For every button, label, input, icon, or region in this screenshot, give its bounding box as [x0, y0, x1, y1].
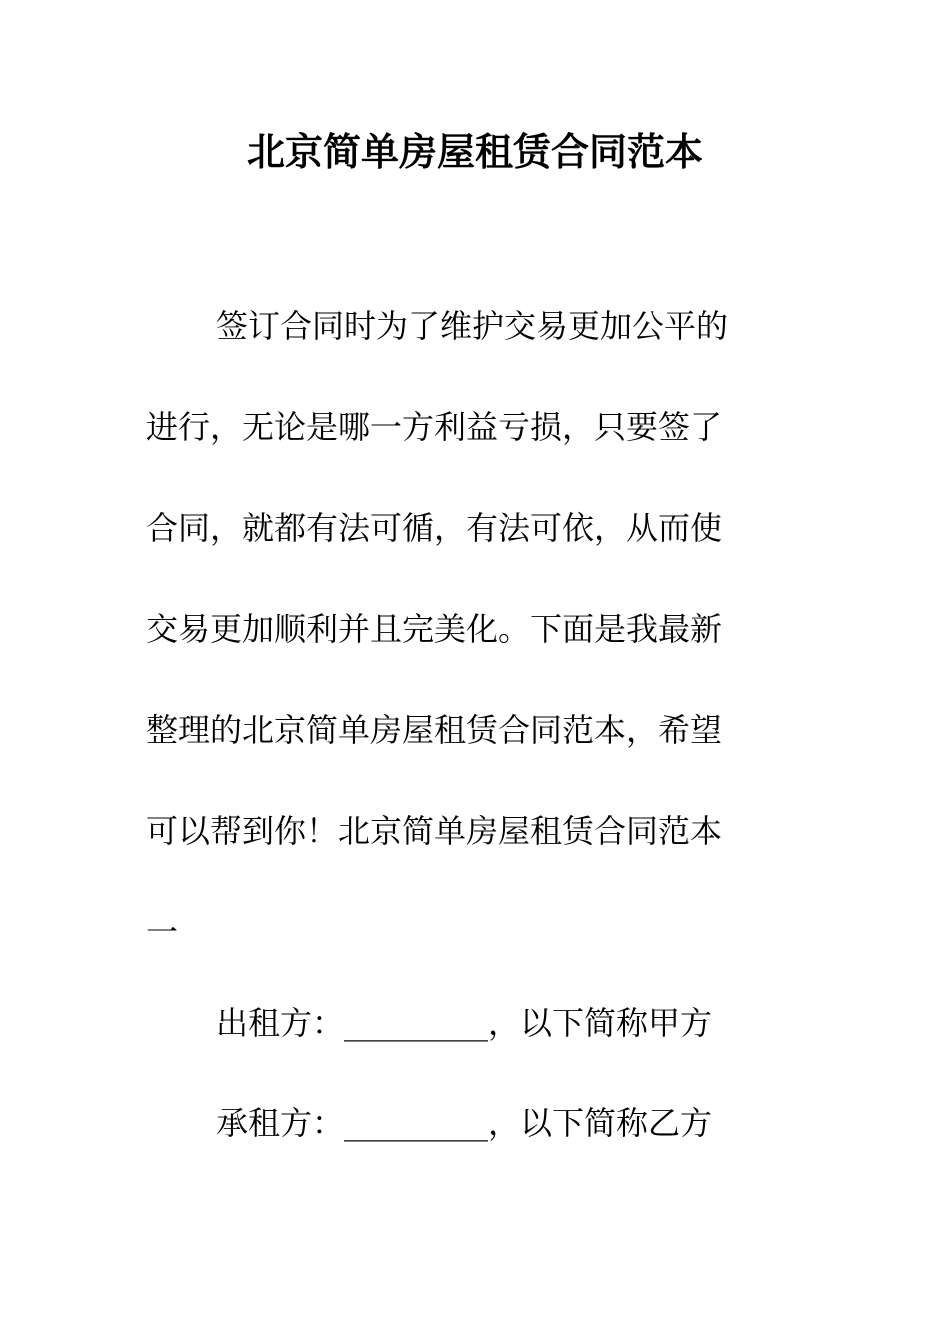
intro-paragraph — [146, 276, 786, 983]
intro-line: 进行，无论是哪一方利益亏损，只要签了 — [146, 408, 723, 446]
intro-line: 交易更加顺利并且完美化。下面是我最新 — [146, 610, 723, 648]
intro-line: 签订合同时为了维护交易更加公平的 — [216, 307, 729, 345]
lessee-line: 承租方：_________，以下简称乙方 — [216, 1104, 713, 1142]
intro-line: 一 — [146, 913, 179, 951]
document-title: 北京简单房屋租赁合同范本 — [246, 130, 703, 174]
lessor-line: 出租方：_________，以下简称甲方 — [216, 1004, 713, 1042]
intro-line: 整理的北京简单房屋租赁合同范本，希望 — [146, 711, 723, 749]
intro-line: 合同，就都有法可循，有法可依，从而使 — [146, 509, 723, 547]
intro-line: 可以帮到你！北京简单房屋租赁合同范本 — [146, 812, 723, 850]
